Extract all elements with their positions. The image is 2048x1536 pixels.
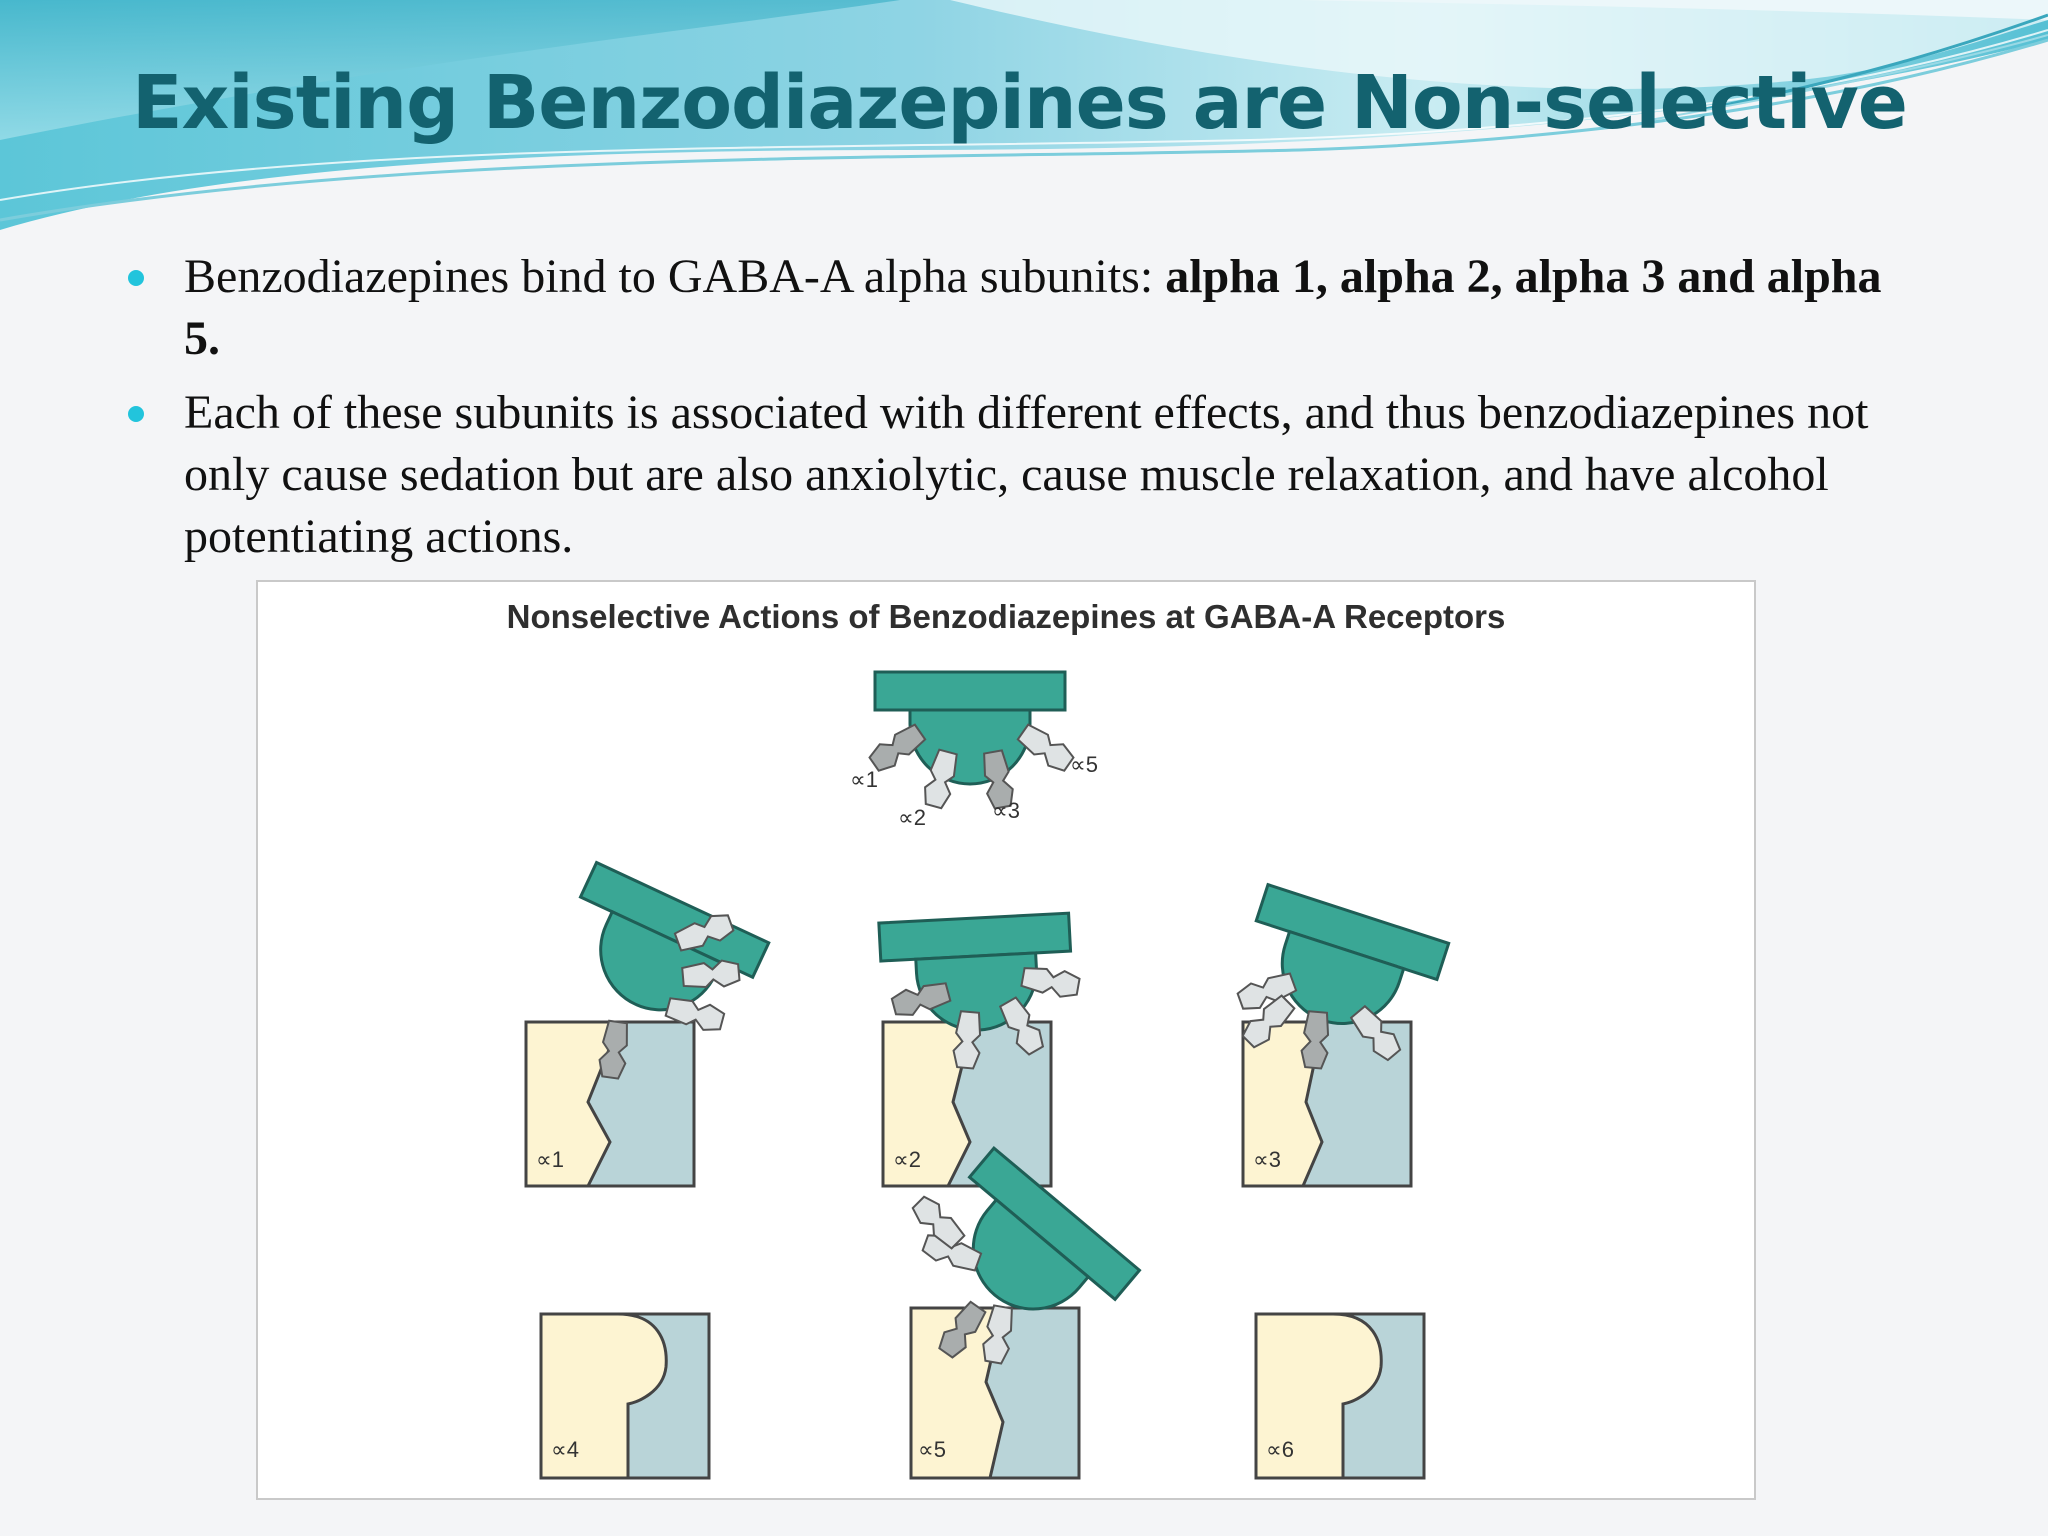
receptor-label: ∝4 [551,1437,579,1462]
receptor-alpha5 [909,1148,1139,1478]
receptor-diagram [258,582,1754,1498]
receptor-alpha1 [526,863,769,1186]
receptor-alpha2 [879,913,1081,1186]
top-label-a5: ∝5 [1070,752,1098,777]
top-label-a1: ∝1 [850,767,878,792]
top-label-a2: ∝2 [898,805,926,830]
bullet-strong-text: alpha 1, alpha 2, alpha 3 and alpha 5. [184,250,1882,365]
bullet-dot-icon [128,406,144,422]
top-label-a3: ∝3 [992,798,1020,823]
slide-title: Existing Benzodiazepines are Non-selective [132,60,1907,146]
receptor-label: ∝3 [1253,1147,1281,1172]
bullet-item-effects [128,382,1928,568]
receptor-alpha3 [1233,885,1448,1186]
figure-title: Nonselective Actions of Benzodiazepines at GABA-A Receptors [506,598,1506,635]
bullet-text: Each of these subunits is associated with different effects, and thus benzodiazepines not only cause sedation but are also anxiolytic, cause muscle relaxation, and have alcohol potentiating actions. [184,386,1869,563]
bullet-text: Benzodiazepines bind to GABA-A alpha subunits: [184,250,1166,303]
bullet-list [128,246,1928,580]
receptor-alpha4 [541,1314,709,1478]
receptor-figure [256,580,1756,1500]
bullet-dot-icon [128,270,144,286]
bullet-item-binding [128,246,1928,370]
receptor-label: ∝2 [893,1147,921,1172]
receptor-label: ∝6 [1266,1437,1294,1462]
receptor-label: ∝1 [536,1147,564,1172]
benzodiazepine-molecule [850,672,1098,830]
receptor-label: ∝5 [918,1437,946,1462]
receptor-alpha6 [1256,1314,1424,1478]
